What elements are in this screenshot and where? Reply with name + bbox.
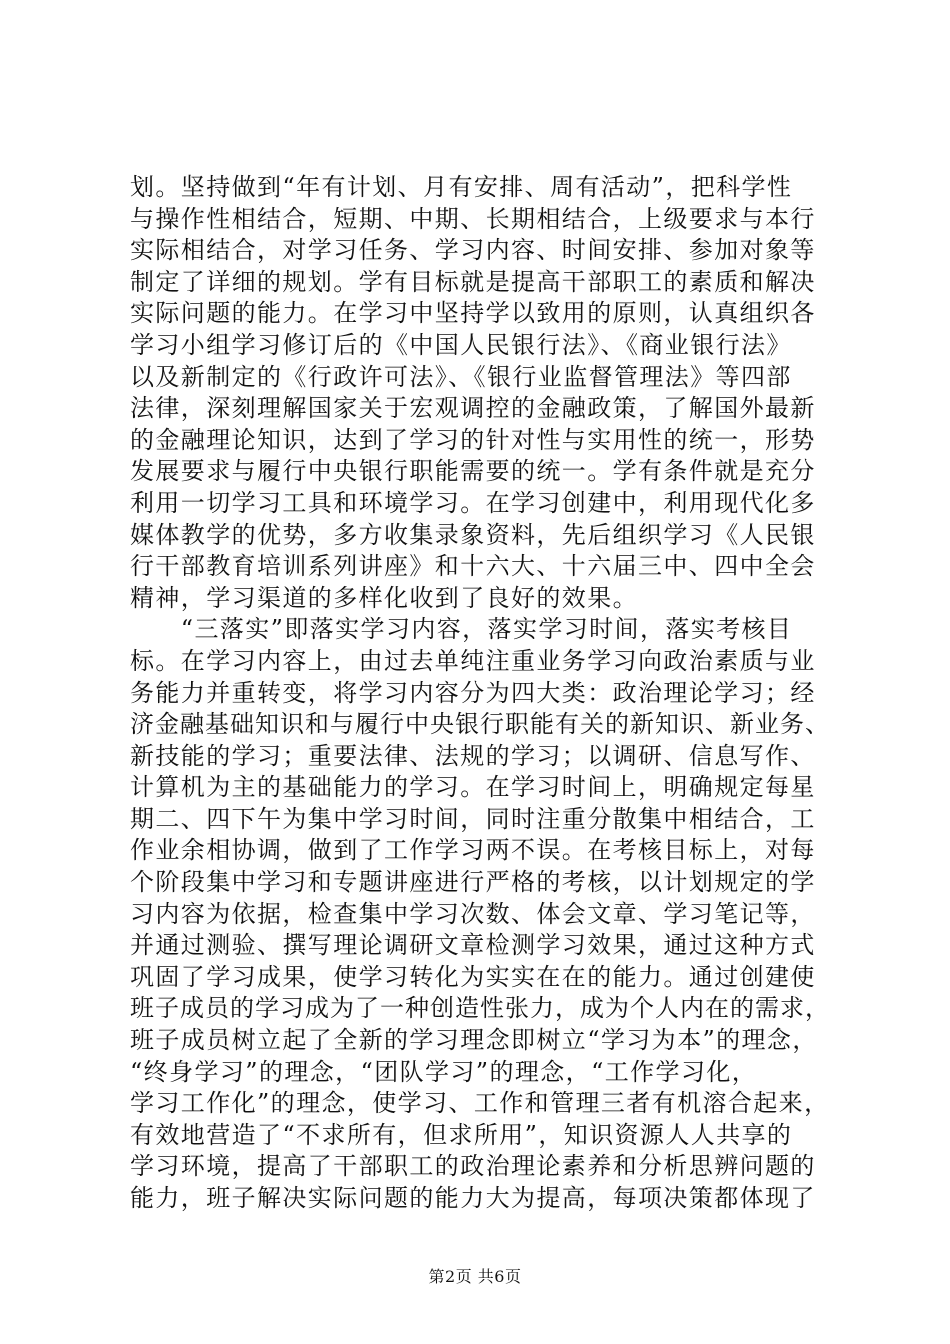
text-line: 制定了详细的规划。学有目标就是提高干部职工的素质和解决 (130, 267, 816, 296)
text-line: “三落实”即落实学习内容，落实学习时间，落实考核目 (130, 615, 793, 644)
text-line: 有效地营造了“不求所有，但求所用”，知识资源人人共享的 (130, 1120, 793, 1149)
text-line: 计算机为主的基础能力的学习。在学习时间上，明确规定每星 (130, 773, 816, 802)
text-line: 媒体教学的优势，多方收集录象资料，先后组织学习《人民银 (130, 520, 816, 549)
text-line: 新技能的学习；重要法律、法规的学习；以调研、信息写作、 (130, 741, 816, 770)
text-line: 巩固了学习成果，使学习转化为实实在在的能力。通过创建使 (130, 962, 816, 991)
text-line: 个阶段集中学习和专题讲座进行严格的考核，以计划规定的学 (130, 868, 816, 897)
text-line: 法律，深刻理解国家关于宏观调控的金融政策，了解国外最新 (130, 394, 816, 423)
text-line: 学习小组学习修订后的《中国人民银行法》、《商业银行法》 (130, 330, 792, 359)
text-line: 班子成员树立起了全新的学习理念即树立“学习为本”的理念， (130, 1026, 818, 1055)
text-line: 划。坚持做到“年有计划、月有安排、周有活动”，把科学性 (130, 173, 793, 201)
text-line: 利用一切学习工具和环境学习。在学习创建中，利用现代化多 (130, 488, 816, 517)
text-line: 济金融基础知识和与履行中央银行职能有关的新知识、新业务、 (130, 710, 830, 739)
text-line: “终身学习”的理念，“团队学习”的理念，“工作学习化， (130, 1057, 758, 1086)
text-line: 发展要求与履行中央银行职能需要的统一。学有条件就是充分 (130, 457, 816, 486)
text-line: 班子成员的学习成为了一种创造性张力，成为个人内在的需求， (130, 994, 830, 1023)
text-line: 实际相结合，对学习任务、学习内容、时间安排、参加对象等 (130, 236, 816, 265)
text-line: 期二、四下午为集中学习时间，同时注重分散集中相结合，工 (130, 804, 816, 833)
text-line: 以及新制定的《行政许可法》、《银行业监督管理法》等四部 (130, 362, 792, 391)
text-line: 并通过测验、撰写理论调研文章检测学习效果，通过这种方式 (130, 931, 816, 960)
text-line: 学习环境，提高了干部职工的政治理论素养和分析思辨问题的 (130, 1152, 816, 1181)
body-text (130, 172, 835, 1215)
text-line: 务能力并重转变，将学习内容分为四大类：政治理论学习；经 (130, 678, 816, 707)
text-line: 作业余相协调，做到了工作学习两不误。在考核目标上，对每 (130, 836, 816, 865)
text-line: 习内容为依据，检查集中学习次数、体会文章、学习笔记等， (130, 899, 816, 928)
text-line: 精神，学习渠道的多样化收到了良好的效果。 (130, 583, 638, 612)
page-footer: 第2页 共6页 (428, 1267, 522, 1286)
text-line: 学习工作化”的理念，使学习、工作和管理三者有机溶合起来， (130, 1089, 830, 1118)
text-line: 标。在学习内容上，由过去单纯注重业务学习向政治素质与业 (130, 646, 816, 675)
text-line: 与操作性相结合，短期、中期、长期相结合，上级要求与本行 (130, 204, 816, 233)
text-line: 实际问题的能力。在学习中坚持学以致用的原则，认真组织各 (130, 299, 816, 328)
text-line: 行干部教育培训系列讲座》和十六大、十六届三中、四中全会 (130, 552, 816, 581)
text-line: 能力，班子解决实际问题的能力大为提高，每项决策都体现了 (130, 1184, 816, 1212)
text-line: 的金融理论知识，达到了学习的针对性与实用性的统一，形势 (130, 425, 816, 454)
